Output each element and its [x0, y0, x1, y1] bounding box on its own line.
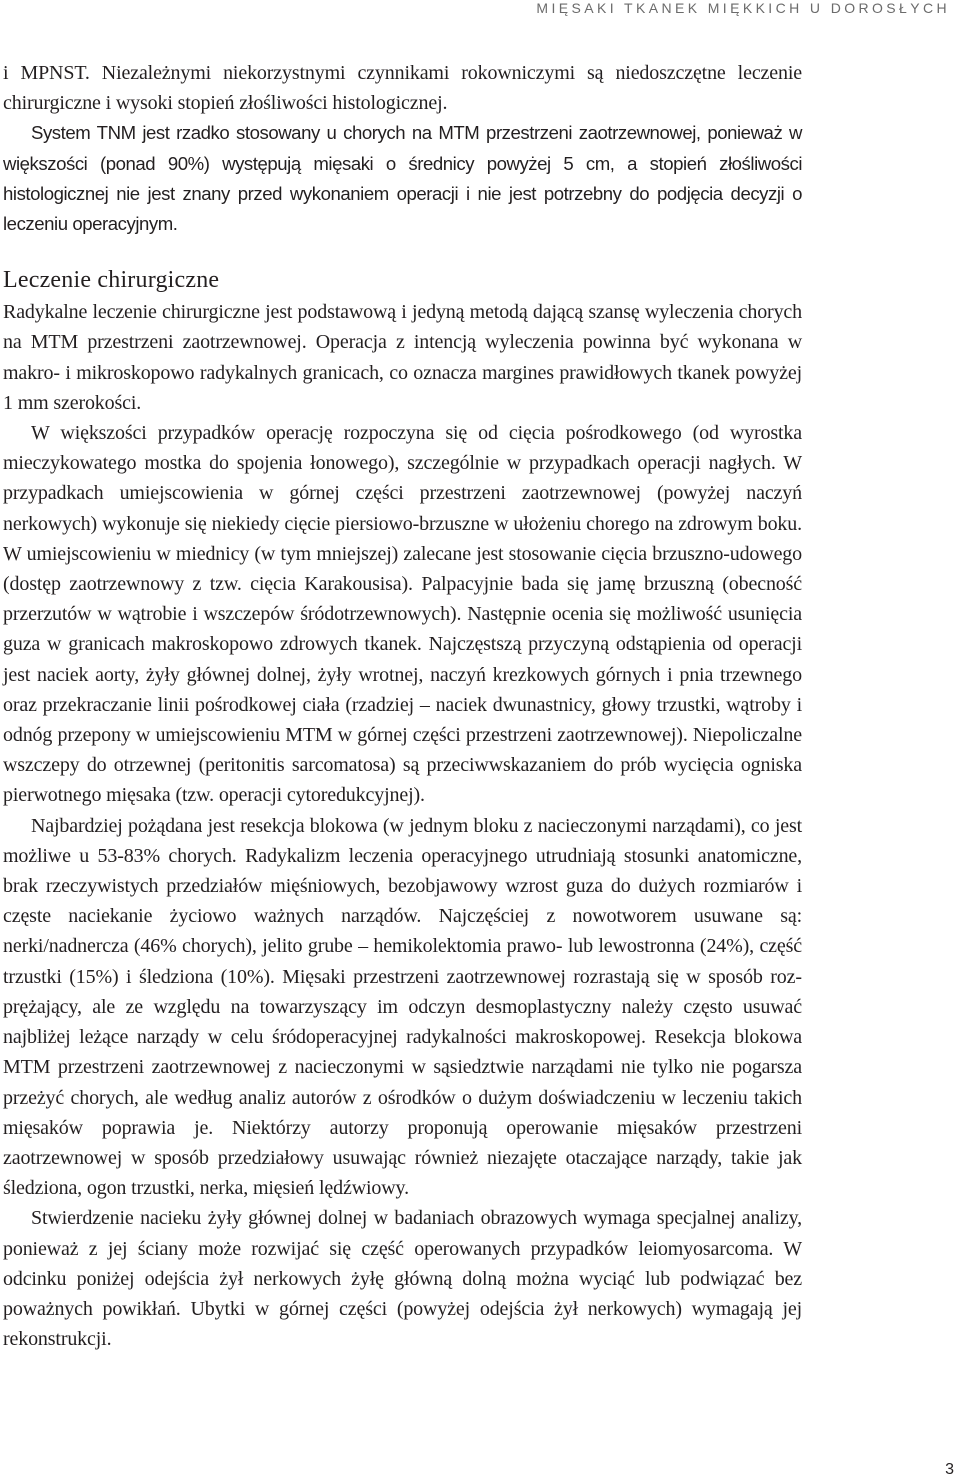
paragraph-tnm-system: System TNM jest rzadko stosowany u chorych na MTM przestrzeni zaotrzewnowej, ponieważ w większości (ponad 90%) występują mięsaki o średnicy powyżej 5 cm, a stopień złośliwości histologicznej nie jest znany przed wykonaniem operacji i nie jest potrzebny do podjęcia decyzji o leczeniu operacyjnym. [3, 122, 802, 235]
paragraph-continuation: i MPNST. Niezależnymi niekorzystnymi czynnikami rokowniczymi są niedoszczętne leczenie chirurgiczne i wysoki stopień złośliwości histologicznej. [3, 62, 802, 115]
section-heading: Leczenie chirurgiczne [3, 267, 220, 294]
paragraph-block-resection: Najbardziej pożądana jest resekcja blokowa (w jednym bloku z nacieczonymi narządami), co jest możliwe u 53-83% chorych. Radykalizm leczenia operacyjnego utrudniają stosunki anatomiczne, brak rzeczywistych przedziałów mięśniowych, bezobjawowy wzrost guza do dużych rozmiarów i częste naciekanie życiowo ważnych narządów. Najczęściej z nowotworem usuwane są: nerki/nadnercza (46% chorych), jelito grube – hemikolektomia prawo- lub lewostronna (24%), część trzustki (15%) i śledziona (10%). Mięsaki przestrzeni zaotrzewnowej rozrastają się w sposób rozprężający, ale ze względu na towarzyszący im odczyn desmoplastyczny należy często usuwać najbliżej leżące narządy w celu śródoperacyjnej radykalności makroskopowej. Resekcja blokowa MTM przestrzeni zaotrzewnowej z nacieczonymi w sąsiedztwie narządami nie tylko nie pogarsza przeżyć chorych, ale według analiz autorów z ośrodków o dużym doświadczeniu w leczeniu takich mięsaków poprawia je. Niektórzy autorzy proponują operowanie mięsaków przestrzeni zaotrzewnowej w sposób przedziałowy usuwając również niezajęte otaczające narządy, takie jak śledziona, ogon trzustki, nerka, mięsień lędźwiowy. [3, 814, 802, 1200]
running-head: MIĘSAKI TKANEK MIĘKKICH U DOROSŁYCH [536, 0, 950, 16]
paragraph-surgical-approach: W większości przypadków operację rozpoczyna się od cięcia pośrodkowego (od wyrostka mieczykowatego mostka do spojenia łonowego), szczególnie w przypadkach operacji nagłych. W przypadkach umiejscowienia w górnej części przestrzeni zaotrzewnowej (powyżej naczyń nerkowych) wykonuje się niekiedy cięcie piersiowo-brzuszne w ułożeniu chorego na zdrowym boku. W umiejscowieniu w miednicy (w tym mniejszej) zalecane jest stosowanie cięcia brzuszno-udowego (dostęp zaotrzewnowy z tzw. cięcia Karakousisa). Palpacyjnie bada się jamę brzuszną (obecność przerzutów w wątrobie i wszczepów śródotrzewnowych). Następnie ocenia się możliwość usunięcia guza w granicach makroskopowo zdrowych tkanek. Najczęstszą przyczyną odstąpienia od operacji jest naciek aorty, żyły głównej dolnej, żyły wrotnej, naczyń krezkowych górnych i pnia trzewnego oraz przekraczanie linii pośrodkowej ciała (rzadziej – naciek dwunastnicy, głowy trzustki, wątroby i odnóg przepony w umiejscowieniu MTM w górnej części przestrzeni zaotrzewnowej). Niepoliczalne wszczepy do otrzewnej (peritonitis sarcomatosa) są przeciwwskazaniem do prób wycięcia ogniska pierwotnego mięsaka (tzw. operacji cytoredukcyjnej). [3, 422, 802, 807]
paragraph-radical-surgery: Radykalne leczenie chirurgiczne jest podstawową i jedyną metodą dającą szansę wyleczenia chorych na MTM przestrzeni zaotrzewnowej. Operacja z intencją wyleczenia powinna być wykonana w makro- i mikroskopowo radykalnych granicach, co oznacza margines prawidłowych tkanek powyżej 1 mm szerokości. [3, 301, 802, 414]
paragraph-vena-cava: Stwierdzenie nacieku żyły głównej dolnej w badaniach obrazowych wymaga specjalnej analizy, ponieważ z jej ściany może rozwijać się część operowanych przypadków leiomyosarcoma. W odcinku poniżej odejścia żył nerkowych żyłę główną dolną można wyciąć lub podwiązać bez poważnych powikłań. Ubytki w górnej części (powyżej odejścia żył nerkowych) wymagają jej rekonstrukcji. [3, 1207, 802, 1351]
page-number: 3 [945, 1461, 954, 1478]
page-body [3, 58, 802, 1354]
